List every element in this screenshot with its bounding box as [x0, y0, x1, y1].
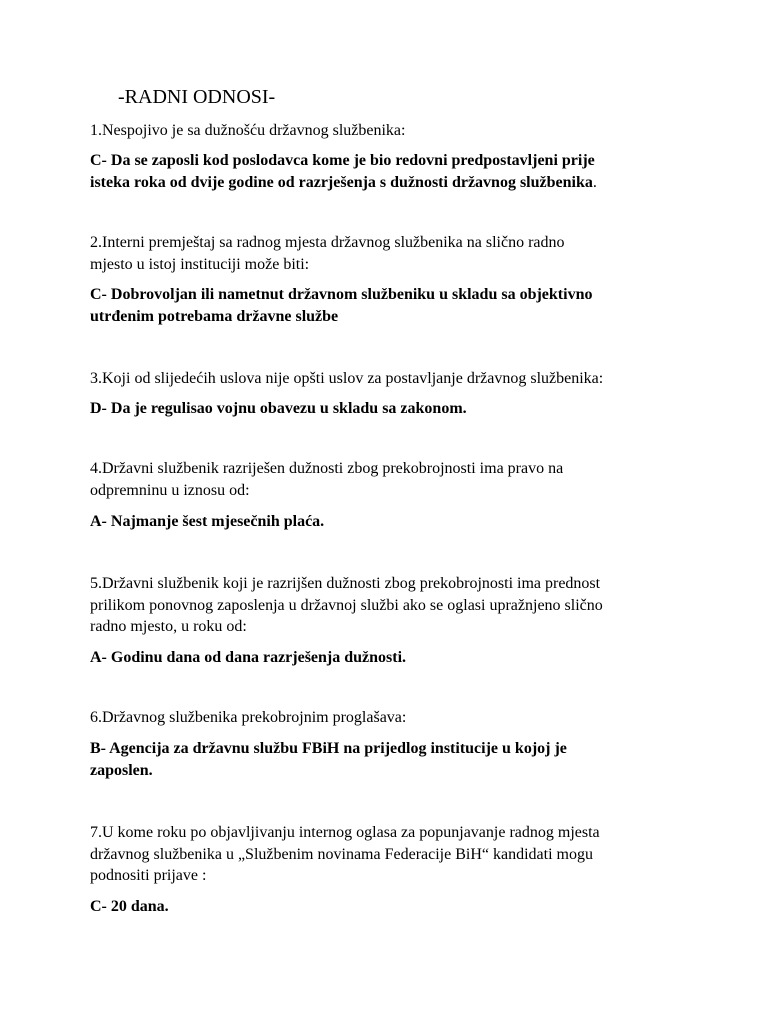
answer-1-line-2	[90, 172, 710, 194]
question-5-line-1: 5.Državni službenik koji je razrijšen dužnosti zbog prekobrojnosti ima prednost	[90, 575, 601, 592]
answer-2-line-1: C- Dobrovoljan ili nametnut državnom službeniku u skladu sa objektivno	[90, 286, 593, 303]
answer-1-line-2-text: isteka roka od dvije godine od razrješenja s dužnosti državnog službenika	[90, 173, 593, 191]
question-7	[90, 822, 710, 887]
answer-6-line-1: B- Agencija za državnu službu FBiH na prijedlog institucije u kojoj je	[90, 740, 567, 757]
answer-7	[90, 896, 710, 918]
answer-1	[90, 150, 710, 193]
document-title: -RADNI ODNOSI-	[118, 86, 276, 108]
answer-7-line-1: C- 20 dana.	[90, 898, 169, 915]
question-5	[90, 573, 710, 638]
question-6-line-1: 6.Državnog službenika prekobrojnim proglašava:	[90, 709, 407, 726]
question-3-line-1: 3.Koji od slijedećih uslova nije opšti uslov za postavljanje državnog službenika:	[90, 370, 604, 387]
answer-2	[90, 284, 710, 327]
answer-4	[90, 511, 710, 533]
answer-5	[90, 647, 710, 669]
answer-4-line-1: A- Najmanje šest mjesečnih plaća.	[90, 513, 325, 530]
question-2	[90, 232, 710, 275]
answer-6-line-2: zaposlen.	[90, 761, 153, 779]
answer-3	[90, 398, 710, 420]
question-4-line-1: 4.Državni službenik razriješen dužnosti zbog prekobrojnosti ima pravo na	[90, 460, 564, 477]
question-5-line-3: radno mjesto, u roku od:	[90, 618, 247, 635]
question-1	[90, 120, 710, 142]
question-4	[90, 458, 710, 501]
answer-3-line-1: D- Da je regulisao vojnu obavezu u skladu sa zakonom.	[90, 400, 467, 417]
question-2-line-2: mjesto u istoj instituciji može biti:	[90, 255, 310, 273]
question-7-line-3: podnositi prijave :	[90, 867, 207, 884]
question-7-line-1: 7.U kome roku po objavljivanju internog oglasa za popunjavanje radnog mjesta	[90, 824, 600, 841]
answer-6	[90, 738, 710, 781]
question-2-line-1: 2.Interni premještaj sa radnog mjesta državnog službenika na slično radno	[90, 234, 565, 251]
question-1-line-1: 1.Nespojivo je sa dužnošću državnog službenika:	[90, 122, 406, 139]
answer-2-line-2: utrđenim potrebama državne službe	[90, 307, 339, 325]
answer-1-trailing-period: .	[592, 173, 597, 191]
question-7-line-2: državnog službenika u „Službenim novinama Federacije BiH“ kandidati mogu	[90, 845, 593, 863]
question-6	[90, 707, 710, 729]
answer-1-line-1: C- Da se zaposli kod poslodavca kome je bio redovni predpostavljeni prije	[90, 152, 595, 169]
question-4-line-2: odpremninu u iznosu od:	[90, 481, 250, 499]
answer-5-line-1: A- Godinu dana od dana razrješenja dužnosti.	[90, 649, 407, 666]
question-3	[90, 368, 710, 390]
question-5-line-2: prilikom ponovnog zaposlenja u državnoj službi ako se oglasi upražnjeno slično	[90, 596, 603, 614]
